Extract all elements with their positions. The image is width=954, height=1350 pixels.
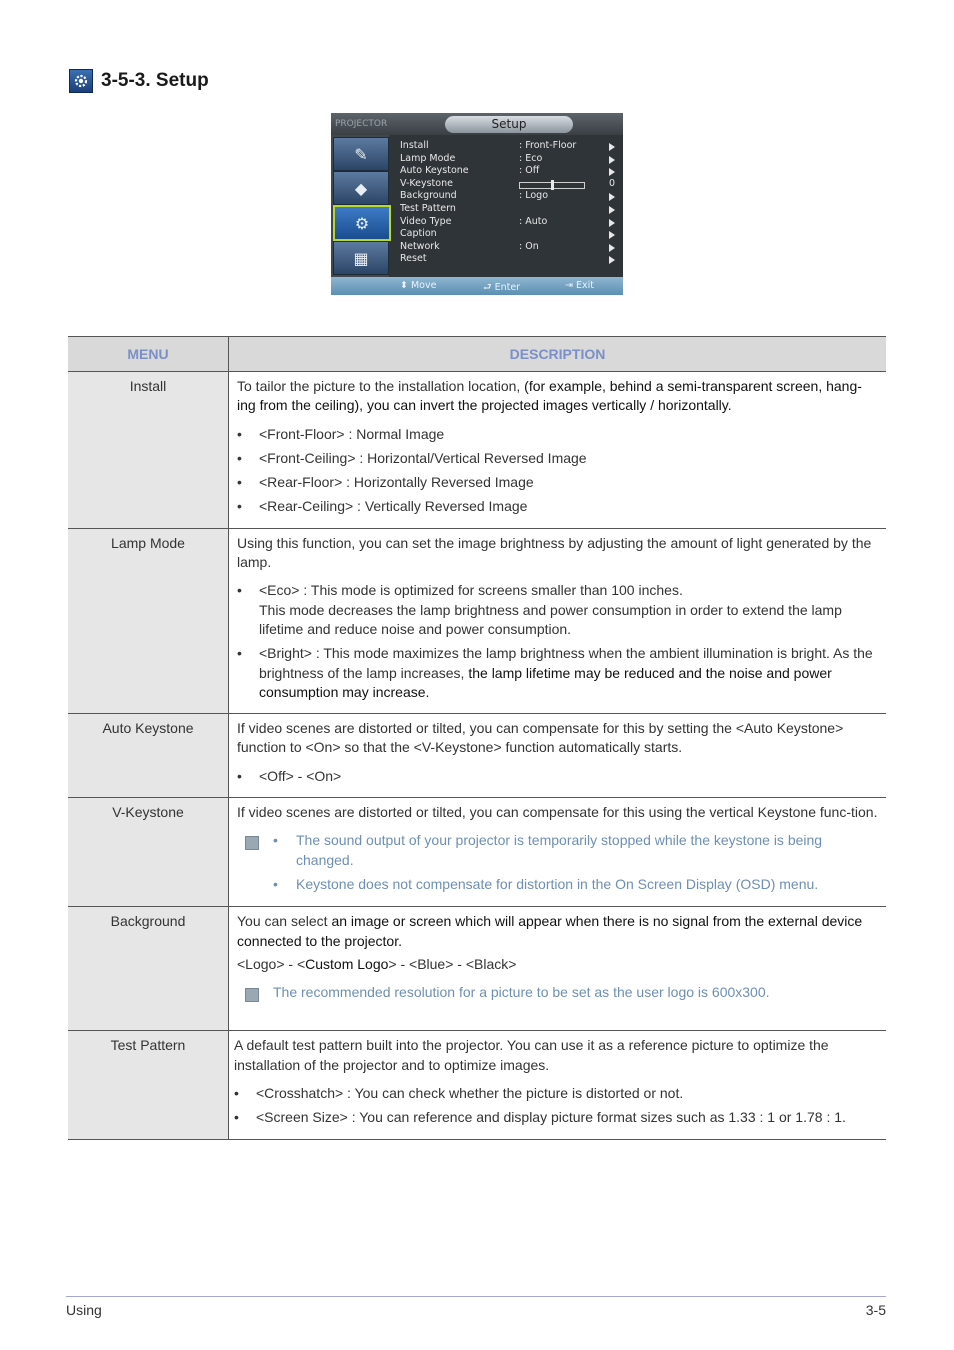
osd-row: Caption [400, 228, 620, 241]
list-item: • <Screen Size> : You can reference and display picture format sizes such as 1.33 : 1 or 1.78 : 1. [234, 1109, 846, 1126]
description-cell: If video scenes are distorted or tilted, you can compensate for this using the vertical Keystone func-tion. • The sound output of your projector is temporarily stopped while the keystone is being changed. • Keystone does not compensate for distortion in the On Screen Display (OSD) menu. [229, 798, 887, 907]
menu-column-header: MENU [68, 337, 229, 372]
description-cell: To tailor the picture to the installation location, (for example, behind a semi-transparent screen, hang-ing from the ceiling), you can invert the projected images vertically / horizontally. • <Front-Floor> : Normal Image • <Front-Ceiling> : Horizontal/Vertical Reversed Image • <Rear-Floor> : Horizontally Reversed Image • <Rear-Ceiling> : Vertically Reversed Image [229, 372, 887, 529]
table-row [68, 528, 886, 713]
section-heading [69, 68, 209, 94]
list-item: • Keystone does not compensate for distortion in the On Screen Display (OSD) menu. [273, 875, 819, 892]
osd-sidebar [331, 135, 389, 277]
menu-cell: Install [68, 372, 229, 529]
arrow-right-icon [609, 244, 615, 252]
note-icon [245, 836, 259, 850]
osd-row: Background : Logo [400, 190, 620, 203]
list-item: • <Front-Ceiling> : Horizontal/Vertical Reversed Image [237, 449, 587, 466]
list-item: • <Bright> : This mode maximizes the lamp brightness when the ambient illumination is bright. As the brightness of the lamp increases, the lamp lifetime may be reduced and the noise and power consumption may increase. [237, 645, 873, 700]
description-cell: A default test pattern built into the projector. You can use it as a reference picture to optimize the installation of the projector and to optimize images. • <Crosshatch> : You can check whether the picture is distorted or not. • <Screen Size> : You can reference and display picture format sizes such as 1.33 : 1 or 1.78 : 1. [229, 1031, 887, 1139]
description-column-header: DESCRIPTION [229, 337, 887, 372]
footer-section-name: Using [66, 1302, 102, 1318]
note-block [237, 831, 878, 894]
arrow-right-icon [609, 256, 615, 264]
arrow-right-icon [609, 219, 615, 227]
osd-row: Install : Front-Floor [400, 140, 620, 153]
gear-icon [69, 69, 93, 93]
menu-cell: Background [68, 907, 229, 1031]
osd-row: Network : On [400, 241, 620, 254]
menu-cell: Auto Keystone [68, 714, 229, 798]
osd-row: Test Pattern [400, 203, 620, 216]
arrow-right-icon [609, 231, 615, 239]
description-cell: If video scenes are distorted or tilted, you can compensate for this by setting the <Auto Keystone> function to <On> so that the <V-Keystone> function automatically starts. • <Off> - <On> [229, 714, 887, 798]
arrow-right-icon [609, 168, 615, 176]
osd-row: Reset [400, 253, 620, 266]
arrow-right-icon [609, 206, 615, 214]
table-row [68, 1031, 886, 1139]
list-item: • The sound output of your projector is temporarily stopped while the keystone is being changed. [273, 832, 823, 868]
list-item: • <Rear-Ceiling> : Vertically Reversed Image [237, 498, 528, 515]
arrow-right-icon [609, 143, 615, 151]
note-icon [245, 988, 259, 1002]
setup-menu-table [68, 336, 886, 1140]
table-row [68, 714, 886, 798]
info-icon: ▦ [333, 241, 389, 275]
osd-bottom-bar [331, 277, 623, 295]
page-title: 3-5-3. Setup [101, 70, 209, 91]
list-item: • <Off> - <On> [237, 767, 342, 784]
osd-menu-title: Setup [445, 116, 573, 133]
table-row [68, 907, 886, 1031]
list-item: • <Rear-Floor> : Horizontally Reversed Image [237, 474, 534, 491]
osd-menu-screenshot [331, 113, 623, 295]
table-row [68, 798, 886, 907]
osd-exit-hint: ⇥ Exit [565, 280, 594, 291]
osd-enter-hint: ⮐ Enter [483, 282, 521, 293]
table-row [68, 372, 886, 529]
osd-move-hint: ⬍ Move [400, 280, 437, 291]
osd-row: Lamp Mode : Eco [400, 153, 620, 166]
menu-cell: Test Pattern [68, 1031, 229, 1139]
footer-page-number: 3-5 [865, 1302, 886, 1318]
list-item: • <Crosshatch> : You can check whether the picture is distorted or not. [234, 1085, 684, 1102]
description-cell: Using this function, you can set the image brightness by adjusting the amount of light generated by the lamp. • <Eco> : This mode is optimized for screens smaller than 100 inches. This mode decreases the lamp brightness and power consumption in order to extend the lamp lifetime and reduce noise and power consumption. • <Bright> : This mode maximizes the lamp brightness when the ambient illumination is bright. As the brightness of the lamp increases, the lamp lifetime may be reduced and the noise and power consumption may increase. [229, 528, 887, 713]
osd-row: Video Type : Auto [400, 216, 620, 229]
osd-rows [400, 140, 620, 266]
list-item: • <Front-Floor> : Normal Image [237, 425, 445, 442]
list-item: • <Eco> : This mode is optimized for screens smaller than 100 inches. This mode decreases the lamp brightness and power consumption in order to extend the lamp lifetime and reduce noise and power consumption. [237, 582, 842, 637]
osd-row: V-Keystone 0 [400, 177, 616, 189]
footer-divider [66, 1296, 886, 1297]
screen-icon: ◆ [333, 171, 389, 205]
keystone-slider [519, 182, 585, 189]
osd-row: Auto Keystone : Off [400, 165, 620, 178]
setup-gear-icon: ⚙ [333, 205, 391, 241]
arrow-right-icon [609, 193, 615, 201]
osd-top-bar [331, 113, 623, 135]
note-block: The recommended resolution for a picture to be set as the user logo is 600x300. [237, 983, 878, 1002]
menu-cell: V-Keystone [68, 798, 229, 907]
picture-icon: ✎ [333, 137, 389, 171]
menu-cell: Lamp Mode [68, 528, 229, 713]
description-cell: You can select an image or screen which will appear when there is no signal from the external device connected to the projector. <Logo> - <Custom Logo> - <Blue> - <Black> The recommended resolution for a picture to be set as the user logo is 600x300. [229, 907, 887, 1031]
osd-product-label: PROJECTOR [335, 119, 388, 129]
arrow-right-icon [609, 156, 615, 164]
